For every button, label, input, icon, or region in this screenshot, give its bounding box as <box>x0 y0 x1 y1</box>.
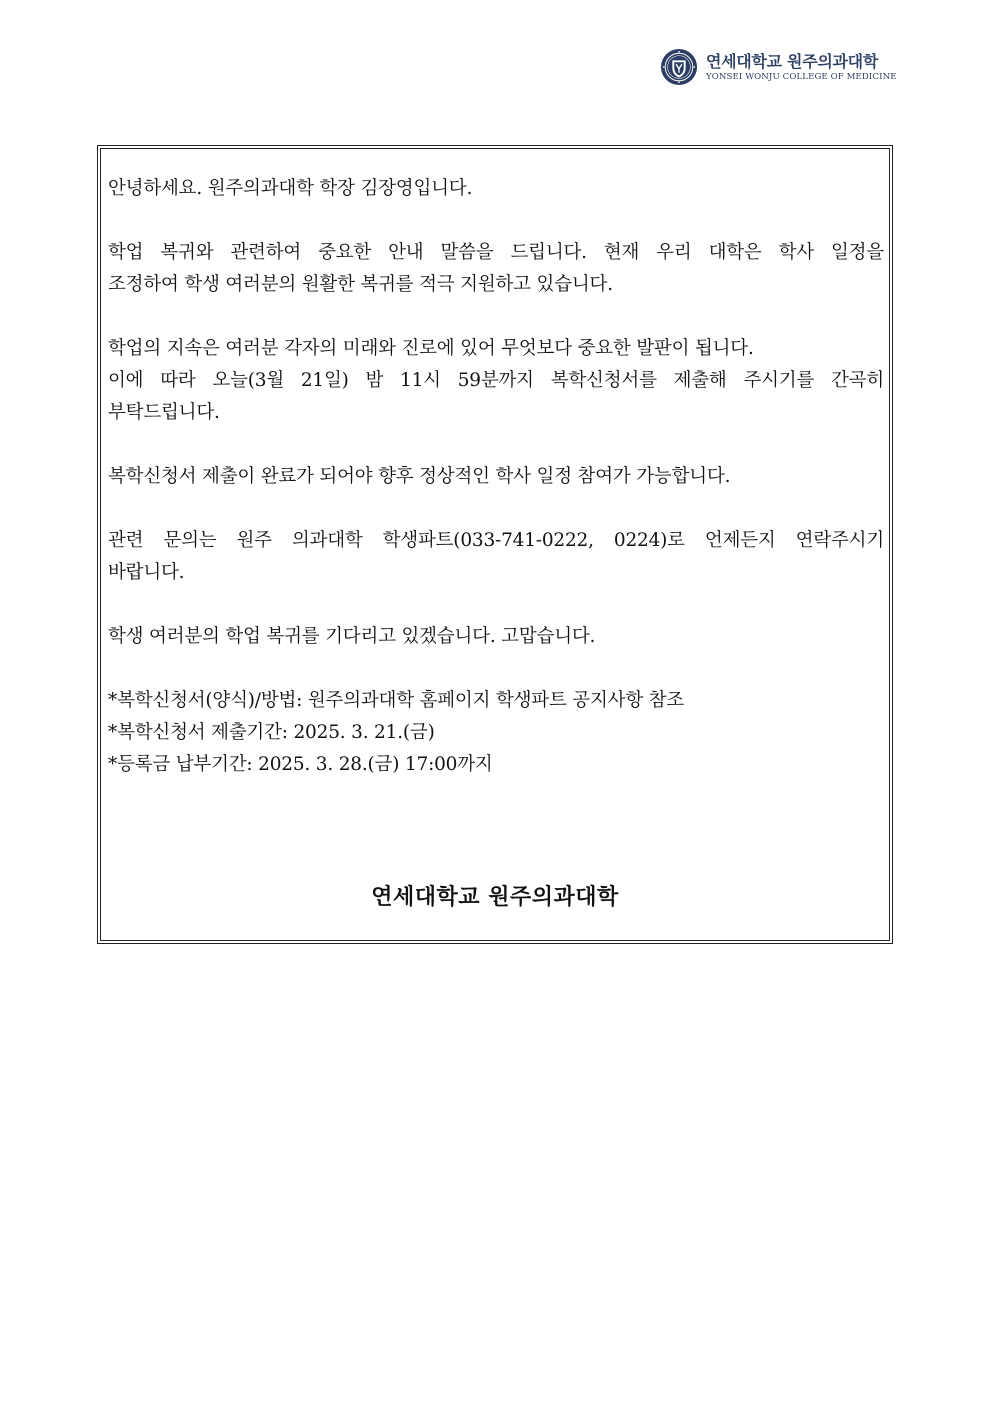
paragraph-1-line-2: 조정하여 학생 여러분의 원활한 복귀를 적극 지원하고 있습니다. <box>108 274 613 295</box>
university-logo <box>660 48 900 88</box>
paragraph-2-line-1: 학업의 지속은 여러분 각자의 미래와 진로에 있어 무엇보다 중요한 발판이 됩니다. <box>108 338 754 359</box>
note-application-method: *복학신청서(양식)/방법: 원주의과대학 홈페이지 학생파트 공지사항 참조 <box>108 690 685 711</box>
paragraph-2-line-3: 부탁드립니다. <box>108 402 220 423</box>
paragraph-4-line-1: 관련 문의는 원주 의과대학 학생파트(033-741-0222, 0224)로 언제든지 연락주시기 <box>108 530 884 551</box>
university-seal-icon <box>660 48 698 86</box>
note-submission-period: *복학신청서 제출기간: 2025. 3. 21.(금) <box>108 722 435 743</box>
paragraph-2-line-2: 이에 따라 오늘(3월 21일) 밤 11시 59분까지 복학신청서를 제출해 주시기를 간곡히 <box>108 370 884 391</box>
logo-korean-name: 연세대학교 원주의과대학 <box>706 52 878 71</box>
paragraph-3: 복학신청서 제출이 완료가 되어야 향후 정상적인 학사 일정 참여가 가능합니다. <box>108 466 731 487</box>
greeting-text: 안녕하세요. 원주의과대학 학장 김장영입니다. <box>108 178 473 199</box>
paragraph-5: 학생 여러분의 학업 복귀를 기다리고 있겠습니다. 고맙습니다. <box>108 626 596 647</box>
paragraph-1-line-1: 학업 복귀와 관련하여 중요한 안내 말씀을 드립니다. 현재 우리 대학은 학사 일정을 <box>108 242 884 263</box>
logo-english-name: YONSEI WONJU COLLEGE OF MEDICINE <box>706 72 897 82</box>
paragraph-4-line-2: 바랍니다. <box>108 562 185 583</box>
note-tuition-period: *등록금 납부기간: 2025. 3. 28.(금) 17:00까지 <box>108 754 493 775</box>
signature-org-name: 연세대학교 원주의과대학 <box>371 884 619 910</box>
